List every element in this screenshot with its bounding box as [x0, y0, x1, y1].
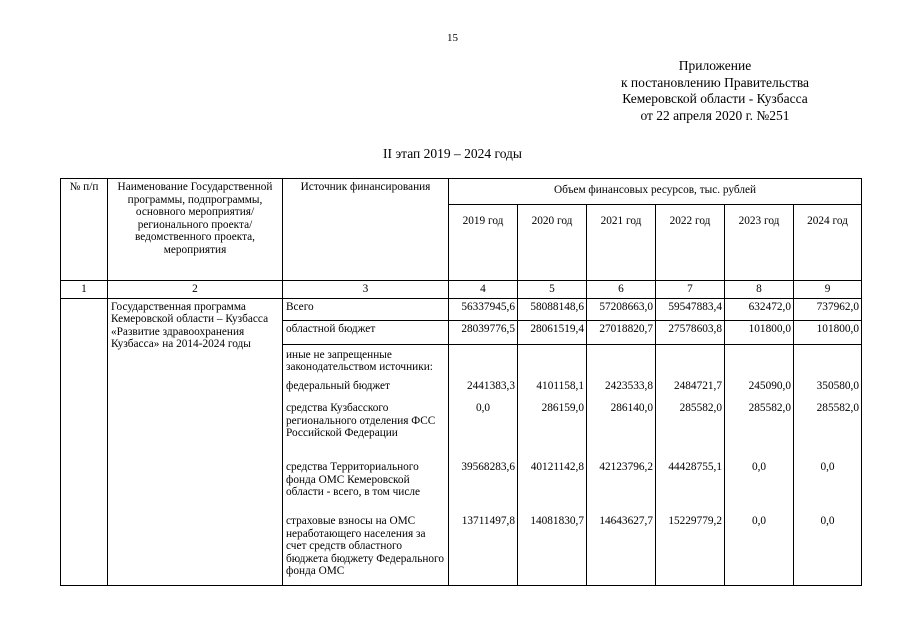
value-cell: 285582,0 [794, 400, 862, 459]
value-cell: 27578603,8 [656, 320, 725, 344]
program-name: Государственная программа Кемеровской области – Кузбасса «Развитие здравоохранения Кузбасса» на 2014-2024 годы [108, 298, 283, 585]
value-cell: 58088148,6 [518, 298, 587, 320]
col-number: 9 [794, 281, 862, 299]
col-number: 1 [61, 281, 108, 299]
column-number-row [61, 281, 862, 299]
value-cell: 101800,0 [794, 320, 862, 344]
value-cell: 27018820,7 [587, 320, 656, 344]
col-number: 3 [283, 281, 449, 299]
table-row [61, 298, 862, 320]
header-year: 2023 год [725, 205, 794, 281]
value-cell: 2441383,3 [449, 378, 518, 400]
value-cell: 0,0 [725, 459, 794, 513]
col-number: 8 [725, 281, 794, 299]
value-cell: 59547883,4 [656, 298, 725, 320]
value-cell: 0,0 [725, 513, 794, 585]
value-cell: 13711497,8 [449, 513, 518, 585]
col-number: 7 [656, 281, 725, 299]
source-cell: Всего [283, 298, 449, 320]
value-cell: 4101158,1 [518, 378, 587, 400]
value-cell: 57208663,0 [587, 298, 656, 320]
source-cell: страховые взносы на ОМС неработающего населения за счет средств областного бюджета бюджету Федерального фонда ОМС [283, 513, 449, 585]
value-cell: 286159,0 [518, 400, 587, 459]
value-cell: 350580,0 [794, 378, 862, 400]
financing-table [60, 178, 862, 586]
value-cell: 0,0 [794, 459, 862, 513]
value-cell: 632472,0 [725, 298, 794, 320]
appendix-line: к постановлению Правительства [620, 74, 810, 90]
value-cell: 245090,0 [725, 378, 794, 400]
value-cell: 101800,0 [725, 320, 794, 344]
col-number: 5 [518, 281, 587, 299]
page-number: 15 [447, 32, 458, 44]
header-volume: Объем финансовых ресурсов, тыс. рублей [449, 179, 862, 205]
value-cell: 14081830,7 [518, 513, 587, 585]
header-year: 2019 год [449, 205, 518, 281]
value-cell: 39568283,6 [449, 459, 518, 513]
appendix-line: от 22 апреля 2020 г. №251 [640, 107, 790, 123]
value-cell: 737962,0 [794, 298, 862, 320]
appendix-line: Кемеровской области - Кузбасса [622, 91, 808, 106]
source-cell: средства Территориального фонда ОМС Кемеровской области - всего, в том числе [283, 459, 449, 513]
row-number-cell [61, 298, 108, 585]
value-cell: 286140,0 [587, 400, 656, 459]
col-number: 2 [108, 281, 283, 299]
value-cell: 44428755,1 [656, 459, 725, 513]
value-cell: 285582,0 [725, 400, 794, 459]
value-cell: 2484721,7 [656, 378, 725, 400]
header-num: № п/п [61, 179, 108, 281]
source-cell: иные не запрещенные законодательством источники: [283, 344, 449, 378]
appendix-line: Приложение [678, 58, 752, 73]
header-year: 2020 год [518, 205, 587, 281]
value-cell: 14643627,7 [587, 513, 656, 585]
source-cell: областной бюджет [283, 320, 449, 344]
stage-title: II этап 2019 – 2024 годы [382, 146, 522, 161]
value-cell: 0,0 [794, 513, 862, 585]
value-cell: 15229779,2 [656, 513, 725, 585]
appendix-header [560, 58, 870, 124]
source-cell: средства Кузбасского регионального отделения ФСС Российской Федерации [283, 400, 449, 459]
header-year: 2022 год [656, 205, 725, 281]
value-cell: 40121142,8 [518, 459, 587, 513]
header-name: Наименование Государственной программы, подпрограммы, основного мероприятия/регионального проекта/ведомственного проекта, мероприятия [108, 179, 283, 281]
source-cell: федеральный бюджет [283, 378, 449, 400]
value-cell: 0,0 [449, 400, 518, 459]
col-number: 6 [587, 281, 656, 299]
header-year: 2021 год [587, 205, 656, 281]
col-number: 4 [449, 281, 518, 299]
value-cell: 285582,0 [656, 400, 725, 459]
value-cell: 28061519,4 [518, 320, 587, 344]
value-cell: 42123796,2 [587, 459, 656, 513]
header-year: 2024 год [794, 205, 862, 281]
header-source: Источник финансирования [283, 179, 449, 281]
value-cell: 56337945,6 [449, 298, 518, 320]
value-cell: 2423533,8 [587, 378, 656, 400]
value-cell: 28039776,5 [449, 320, 518, 344]
